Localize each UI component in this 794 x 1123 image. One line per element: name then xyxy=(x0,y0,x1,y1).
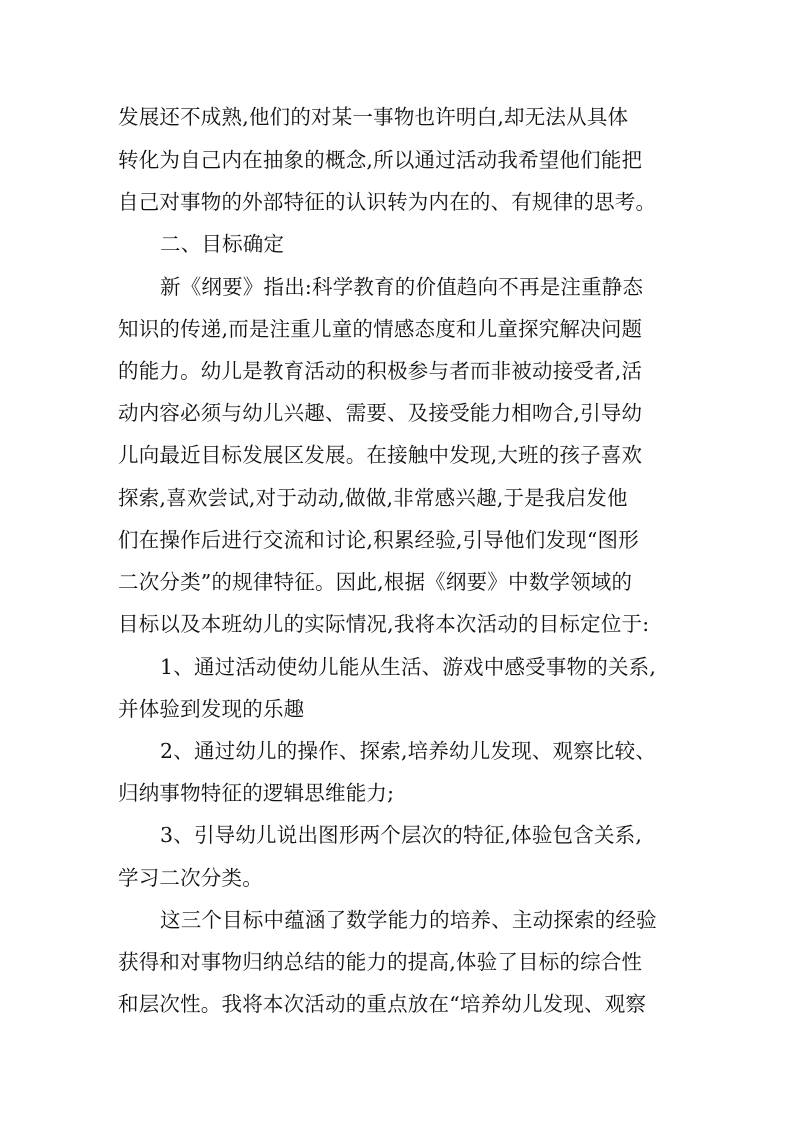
goal-1-line-2: 并体验到发现的乐趣 xyxy=(118,697,305,721)
text-line-22: 和层次性。我将本次活动的重点放在“培养幼儿发现、观察 xyxy=(118,992,647,1016)
goal-2-line-2: 归纳事物特征的逻辑思维能力; xyxy=(118,781,395,805)
goal-3-line-1: 3、引导幼儿说出图形两个层次的特征,体验包含关系, xyxy=(160,823,643,847)
text-line-9: 儿向最近目标发展区发展。在接触中发现,大班的孩子喜欢 xyxy=(118,443,643,467)
text-line-12: 二次分类”的规律特征。因此,根据《纲要》中数学领域的 xyxy=(118,570,633,594)
text-line-10: 探索,喜欢尝试,对于动动,做做,非常感兴趣,于是我启发他 xyxy=(118,486,628,510)
text-line-1: 发展还不成熟,他们的对某一事物也许明白,却无法从具体 xyxy=(118,105,629,129)
section-heading: 二、目标确定 xyxy=(160,232,285,256)
text-line-3: 自己对事物的外部特征的认识转为内在的、有规律的思考。 xyxy=(118,190,657,214)
text-line-6: 知识的传递,而是注重儿童的情感态度和儿童探究解决问题 xyxy=(118,317,643,341)
goal-1-line-1: 1、通过活动使幼儿能从生活、游戏中感受事物的关系, xyxy=(160,655,657,679)
text-line-7: 的能力。幼儿是教育活动的积极参与者而非被动接受者,活 xyxy=(118,359,643,383)
goal-2-line-1: 2、通过幼儿的操作、探索,培养幼儿发现、观察比较、 xyxy=(160,739,657,763)
text-line-13: 目标以及本班幼儿的实际情况,我将本次活动的目标定位于: xyxy=(118,612,650,636)
text-line-8: 动内容必须与幼儿兴趣、需要、及接受能力相吻合,引导幼 xyxy=(118,401,643,425)
text-line-20: 这三个目标中蕴涵了数学能力的培养、主动探索的经验 xyxy=(160,908,657,932)
goal-3-line-2: 学习二次分类。 xyxy=(118,866,263,890)
text-line-5: 新《纲要》指出:科学教育的价值趋向不再是注重静态 xyxy=(160,275,644,299)
text-line-21: 获得和对事物归纳总结的能力的提高,体验了目标的综合性 xyxy=(118,950,643,974)
text-line-11: 们在操作后进行交流和讨论,积累经验,引导他们发现“图形 xyxy=(118,528,639,552)
text-line-2: 转化为自己内在抽象的概念,所以通过活动我希望他们能把 xyxy=(118,148,643,172)
